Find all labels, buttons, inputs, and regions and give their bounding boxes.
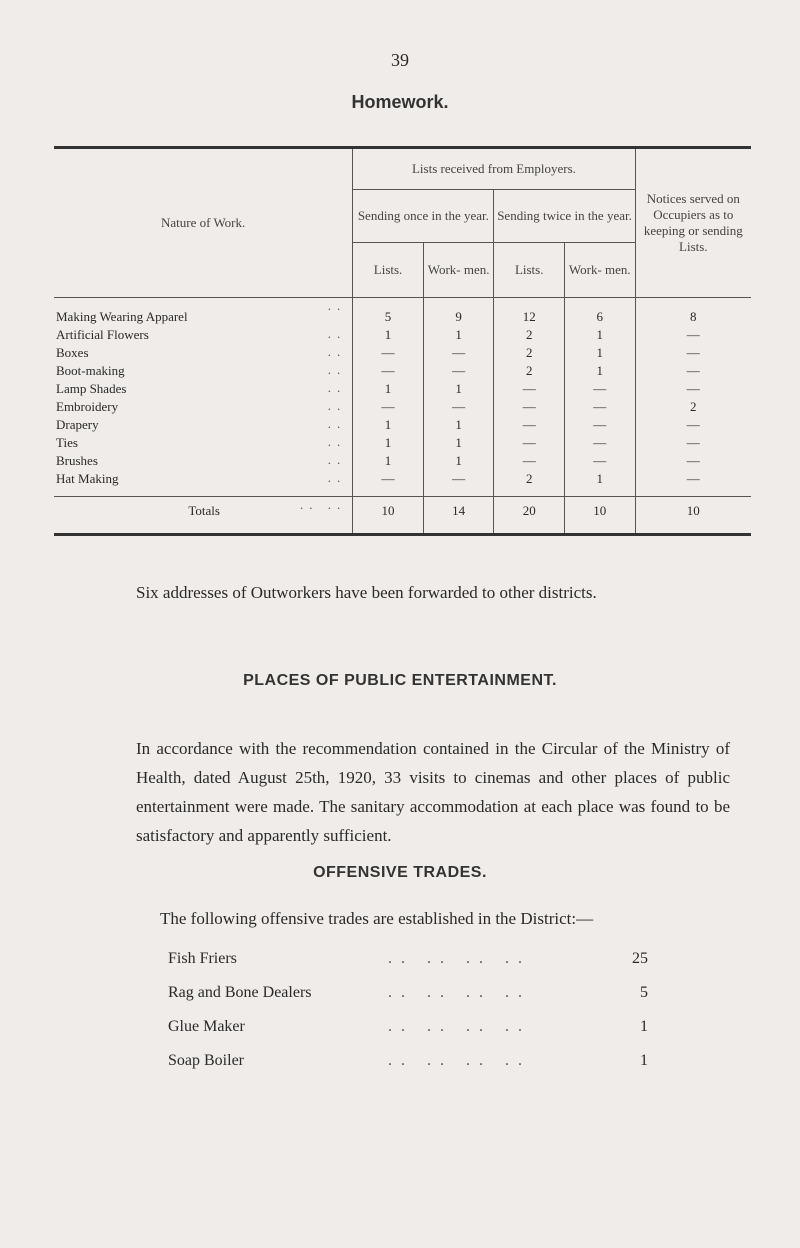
cell-once-lists: — xyxy=(353,470,424,497)
header-twice-workmen: Work- men. xyxy=(565,243,636,298)
cell-once-workmen: — xyxy=(423,470,494,497)
cell-notices: 2 xyxy=(635,398,751,416)
header-nature-of-work: Nature of Work. xyxy=(54,148,353,298)
cell-once-lists: 1 xyxy=(353,416,424,434)
trade-item: Soap Boiler .. .. .. .. 1 xyxy=(168,1052,648,1069)
cell-notices: — xyxy=(635,326,751,344)
cell-notices: — xyxy=(635,470,751,497)
cell-once-workmen: — xyxy=(423,344,494,362)
cell-notices: — xyxy=(635,380,751,398)
cell-twice-lists: 2 xyxy=(494,362,565,380)
cell-twice-lists: — xyxy=(494,452,565,470)
cell-twice-workmen: 1 xyxy=(565,344,636,362)
cell-once-lists: 1 xyxy=(353,434,424,452)
table-body xyxy=(54,298,751,497)
header-once-workmen: Work- men. xyxy=(423,243,494,298)
row-name: Brushes .. xyxy=(56,452,347,468)
cell-once-lists: 1 xyxy=(353,380,424,398)
table-row xyxy=(54,344,751,362)
table-row xyxy=(54,470,751,497)
cell-twice-lists: 2 xyxy=(494,470,565,497)
cell-notices: 8 xyxy=(635,298,751,327)
cell-notices: — xyxy=(635,434,751,452)
trade-name: Fish Friers xyxy=(168,950,237,967)
homework-title: Homework. xyxy=(351,92,449,112)
totals-notices: 10 xyxy=(635,497,751,535)
cell-once-lists: — xyxy=(353,362,424,380)
cell-once-workmen: 1 xyxy=(423,452,494,470)
totals-row xyxy=(54,497,751,535)
trade-count: 1 xyxy=(640,1052,648,1069)
row-name: Ties .. xyxy=(56,434,347,450)
header-sending-once: Sending once in the year. xyxy=(353,190,494,243)
cell-twice-workmen: — xyxy=(565,416,636,434)
cell-twice-workmen: — xyxy=(565,380,636,398)
row-name: Artificial Flowers .. xyxy=(56,326,347,342)
header-lists-received: Lists received from Employers. xyxy=(353,148,635,190)
cell-twice-lists: — xyxy=(494,416,565,434)
trade-name: Glue Maker xyxy=(168,1018,245,1035)
cell-once-workmen: — xyxy=(423,398,494,416)
row-name: Embroidery .. xyxy=(56,398,347,414)
table-row xyxy=(54,326,751,344)
cell-once-workmen: — xyxy=(423,362,494,380)
cell-twice-workmen: — xyxy=(565,398,636,416)
table-row xyxy=(54,362,751,380)
cell-twice-workmen: 1 xyxy=(565,470,636,497)
cell-notices: — xyxy=(635,452,751,470)
header-once-lists: Lists. xyxy=(353,243,424,298)
cell-twice-workmen: — xyxy=(565,452,636,470)
places-paragraph: In accordance with the recommendation contained in the Circular of the Ministry of Health, dated August 25th, 1920, 33 visits to cinemas and other places of public entertainment were made. The sanitary accommodation at each place was found to be satisfactory and apparently sufficient. xyxy=(136,739,730,845)
totals-label: Totals .. .. xyxy=(54,497,353,535)
cell-twice-lists: — xyxy=(494,398,565,416)
places-title: PLACES OF PUBLIC ENTERTAINMENT. xyxy=(243,672,557,689)
cell-twice-workmen: 1 xyxy=(565,326,636,344)
trade-item: Fish Friers .. .. .. .. 25 xyxy=(168,950,648,967)
cell-twice-lists: 2 xyxy=(494,344,565,362)
cell-once-lists: 1 xyxy=(353,326,424,344)
cell-once-workmen: 1 xyxy=(423,416,494,434)
trade-count: 5 xyxy=(640,984,648,1001)
cell-twice-workmen: 6 xyxy=(565,298,636,327)
outworkers-paragraph: Six addresses of Outworkers have been forwarded to other districts. xyxy=(136,583,597,602)
trade-item: Rag and Bone Dealers .. .. .. .. 5 xyxy=(168,984,648,1001)
offensive-intro: The following offensive trades are established in the District:— xyxy=(160,909,594,928)
totals-once-lists: 10 xyxy=(353,497,424,535)
cell-twice-workmen: — xyxy=(565,434,636,452)
cell-twice-lists: 2 xyxy=(494,326,565,344)
totals-twice-workmen: 10 xyxy=(565,497,636,535)
row-name: Drapery .. xyxy=(56,416,347,432)
cell-once-workmen: 1 xyxy=(423,434,494,452)
trade-item: Glue Maker .. .. .. .. 1 xyxy=(168,1018,648,1035)
offensive-trades-list xyxy=(168,950,648,1086)
cell-once-lists: — xyxy=(353,398,424,416)
table-row xyxy=(54,298,751,327)
table-row xyxy=(54,398,751,416)
cell-notices: — xyxy=(635,344,751,362)
totals-once-workmen: 14 xyxy=(423,497,494,535)
row-name: Lamp Shades .. xyxy=(56,380,347,396)
cell-twice-lists: 12 xyxy=(494,298,565,327)
cell-notices: — xyxy=(635,416,751,434)
homework-table-container xyxy=(54,146,751,536)
trade-count: 25 xyxy=(632,950,648,967)
offensive-title: OFFENSIVE TRADES. xyxy=(313,864,487,881)
row-name: Boxes .. xyxy=(56,344,347,360)
header-sending-twice: Sending twice in the year. xyxy=(494,190,635,243)
cell-once-lists: 5 xyxy=(353,298,424,327)
cell-once-workmen: 1 xyxy=(423,326,494,344)
header-notices: Notices served on Occupiers as to keeping or sending Lists. xyxy=(635,148,751,298)
cell-notices: — xyxy=(635,362,751,380)
cell-twice-lists: — xyxy=(494,434,565,452)
trade-name: Rag and Bone Dealers xyxy=(168,984,312,1001)
table-row xyxy=(54,416,751,434)
row-name: Boot-making .. xyxy=(56,362,347,378)
table-row xyxy=(54,452,751,470)
cell-once-workmen: 9 xyxy=(423,298,494,327)
table-row xyxy=(54,380,751,398)
trade-name: Soap Boiler xyxy=(168,1052,244,1069)
row-name: Hat Making .. xyxy=(56,470,347,486)
cell-twice-lists: — xyxy=(494,380,565,398)
page-number: 39 xyxy=(391,50,409,70)
cell-twice-workmen: 1 xyxy=(565,362,636,380)
cell-once-lists: — xyxy=(353,344,424,362)
row-name: Making Wearing Apparel .. xyxy=(56,298,347,324)
homework-table xyxy=(54,146,751,536)
header-twice-lists: Lists. xyxy=(494,243,565,298)
totals-twice-lists: 20 xyxy=(494,497,565,535)
trade-count: 1 xyxy=(640,1018,648,1035)
cell-once-lists: 1 xyxy=(353,452,424,470)
table-row xyxy=(54,434,751,452)
cell-once-workmen: 1 xyxy=(423,380,494,398)
